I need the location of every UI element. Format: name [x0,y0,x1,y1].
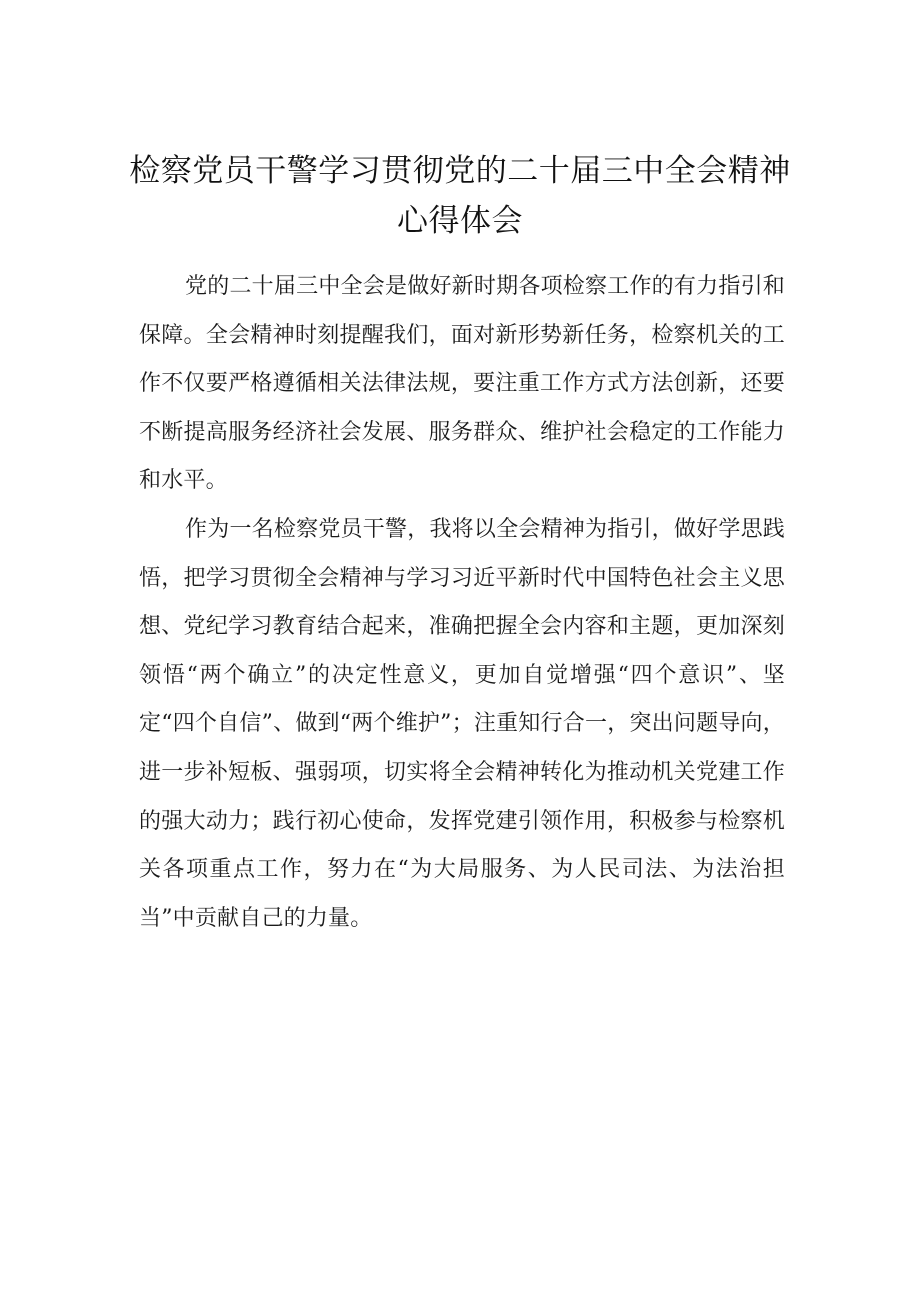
body-paragraph-2: 作为一名检察党员干警，我将以全会精神为指引，做好学思践悟，把学习贯彻全会精神与学习习近平新时代中国特色社会主义思想、党纪学习教育结合起来，准确把握全会内容和主题，更加深刻领悟“两个确立”的决定性意义，更加自觉增强“四个意识”、坚定“四个自信”、做到“两个维护”；注重知行合一，突出问题导向，进一步补短板、强弱项，切实将全会精神转化为推动机关党建工作的强大动力；践行初心使命，发挥党建引领作用，积极参与检察机关各项重点工作，努力在“为大局服务、为人民司法、为法治担当”中贡献自己的力量。 [139,517,785,931]
body-paragraph-1: 党的二十届三中全会是做好新时期各项检察工作的有力指引和保障。全会精神时刻提醒我们，面对新形势新任务，检察机关的工作不仅要严格遵循相关法律法规，要注重工作方式方法创新，还要不断提高服务经济社会发展、服务群众、维护社会稳定的工作能力和水平。 [139,274,785,494]
document-title: 检察党员干警学习贯彻党的二十届三中全会精神心得体会 [129,153,791,239]
